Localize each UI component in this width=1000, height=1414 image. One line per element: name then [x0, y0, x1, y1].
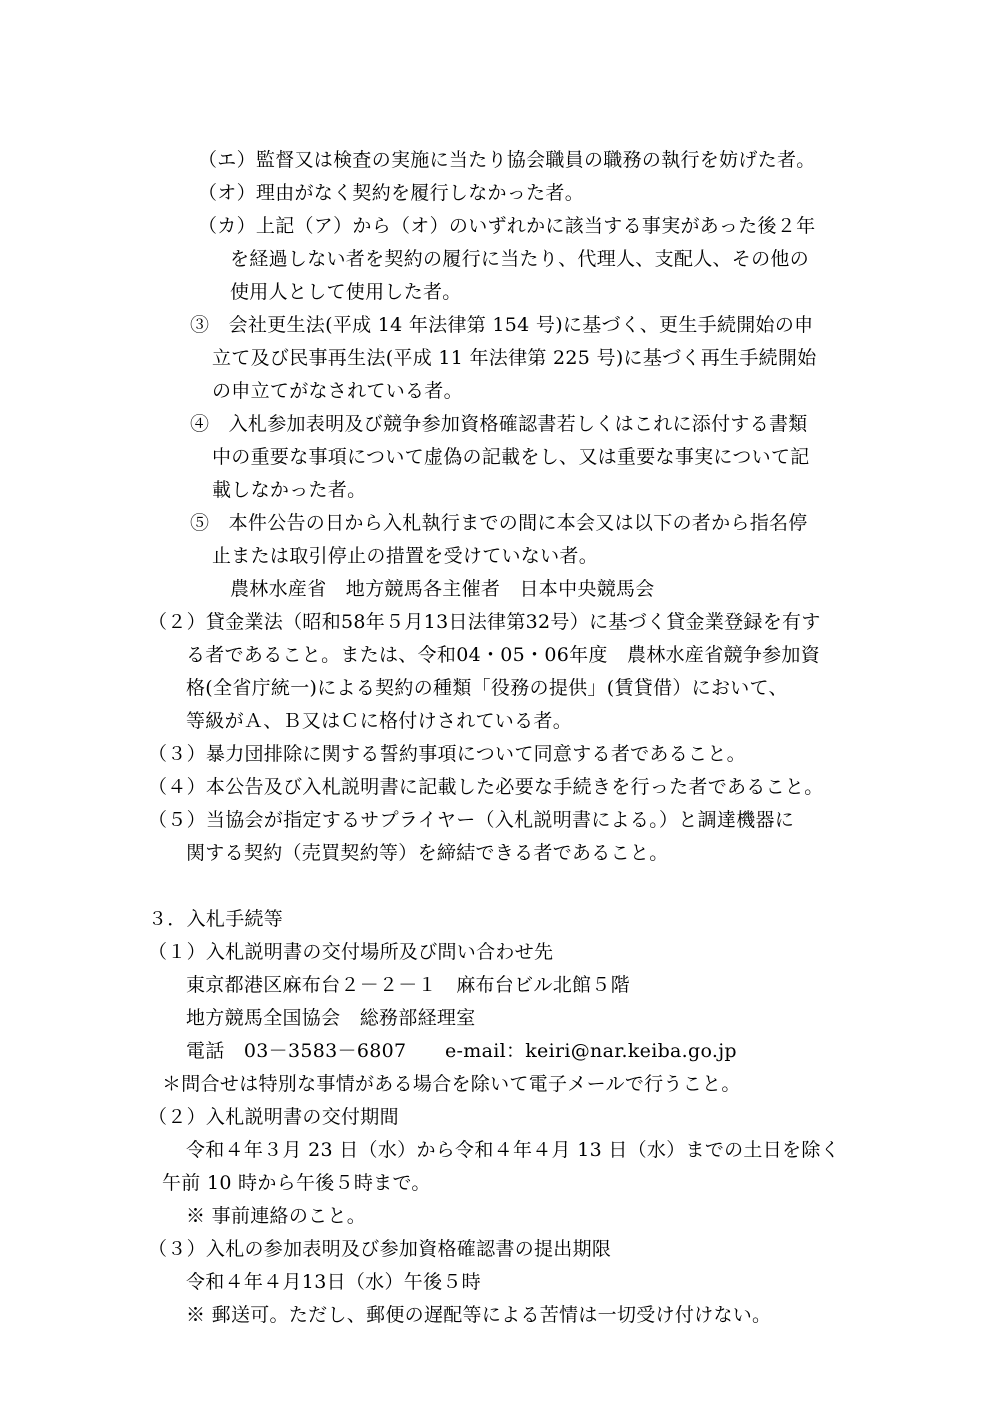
item-4-line-3: 載しなかった者。 — [212, 479, 367, 501]
section-2-line-1: （２）貸金業法（昭和58年５月13日法律第32号）に基づく貸金業登録を有す — [148, 611, 821, 633]
section-heading-bidding: ３．入札手続等 — [148, 908, 284, 930]
section-2-line-3: 格(全省庁統一)による契約の種類「役務の提供」(賃貸借）において、 — [186, 677, 788, 699]
item-o-line: （オ）理由がなく契約を履行しなかった者。 — [198, 182, 585, 204]
contact-line: 電話 03－3583－6807 e-mail：keiri@nar.keiba.go.jp — [186, 1040, 737, 1062]
department-line: 地方競馬全国協会 総務部経理室 — [186, 1007, 476, 1029]
subsection-1-heading: （１）入札説明書の交付場所及び問い合わせ先 — [148, 941, 554, 963]
section-5-line-1: （５）当協会が指定するサプライヤー（入札説明書による。）と調達機器に — [148, 809, 795, 831]
prior-contact-note: ※ 事前連絡のこと。 — [186, 1205, 367, 1227]
subsection-2-heading: （２）入札説明書の交付期間 — [148, 1106, 399, 1128]
item-5-line-2: 止または取引停止の措置を受けていない者。 — [212, 545, 599, 567]
section-5-line-2: 関する契約（売買契約等）を締結できる者であること。 — [186, 842, 669, 864]
item-e-line: （エ）監督又は検査の実施に当たり協会職員の職務の執行を妨げた者。 — [198, 149, 816, 171]
mail-note: ※ 郵送可。ただし、郵便の遅配等による苦情は一切受け付けない。 — [186, 1304, 772, 1326]
deadline-line: 令和４年４月13日（水）午後５時 — [186, 1271, 481, 1293]
organization-list: 農林水産省 地方競馬各主催者 日本中央競馬会 — [230, 578, 655, 600]
period-line-2: 午前 10 時から午後５時まで。 — [162, 1172, 431, 1194]
item-ka-line-3: 使用人として使用した者。 — [230, 281, 462, 303]
inquiry-note: ＊問合せは特別な事情がある場合を除いて電子メールで行うこと。 — [162, 1073, 741, 1095]
section-2-line-2: る者であること。または、令和04・05・06年度 農林水産省競争参加資 — [186, 644, 821, 666]
item-3-line-2: 立て及び民事再生法(平成 11 年法律第 225 号)に基づく再生手続開始 — [212, 347, 817, 369]
item-ka-line-2: を経過しない者を契約の履行に当たり、代理人、支配人、その他の — [230, 248, 810, 270]
section-3-line: （３）暴力団排除に関する誓約事項について同意する者であること。 — [148, 743, 746, 765]
subsection-3-heading: （３）入札の参加表明及び参加資格確認書の提出期限 — [148, 1238, 612, 1260]
item-ka-line-1: （カ）上記（ア）から（オ）のいずれかに該当する事実があった後２年 — [198, 215, 816, 237]
item-4-line-2: 中の重要な事項について虚偽の記載をし、又は重要な事実について記 — [212, 446, 810, 468]
section-4-line: （４）本公告及び入札説明書に記載した必要な手続きを行った者であること。 — [148, 776, 824, 798]
section-2-line-4: 等級がＡ、Ｂ又はＣに格付けされている者。 — [186, 710, 573, 732]
item-3-line-3: の申立てがなされている者。 — [212, 380, 463, 402]
period-line-1: 令和４年３月 23 日（水）から令和４年４月 13 日（水）までの土日を除く — [186, 1139, 840, 1161]
address-line: 東京都港区麻布台２－２－１ 麻布台ビル北館５階 — [186, 974, 630, 996]
item-4-line-1: ④ 入札参加表明及び競争参加資格確認書若しくはこれに添付する書類 — [190, 413, 808, 435]
item-5-line-1: ⑤ 本件公告の日から入札執行までの間に本会又は以下の者から指名停 — [190, 512, 808, 534]
item-3-line-1: ③ 会社更生法(平成 14 年法律第 154 号)に基づく、更生手続開始の申 — [190, 314, 814, 336]
